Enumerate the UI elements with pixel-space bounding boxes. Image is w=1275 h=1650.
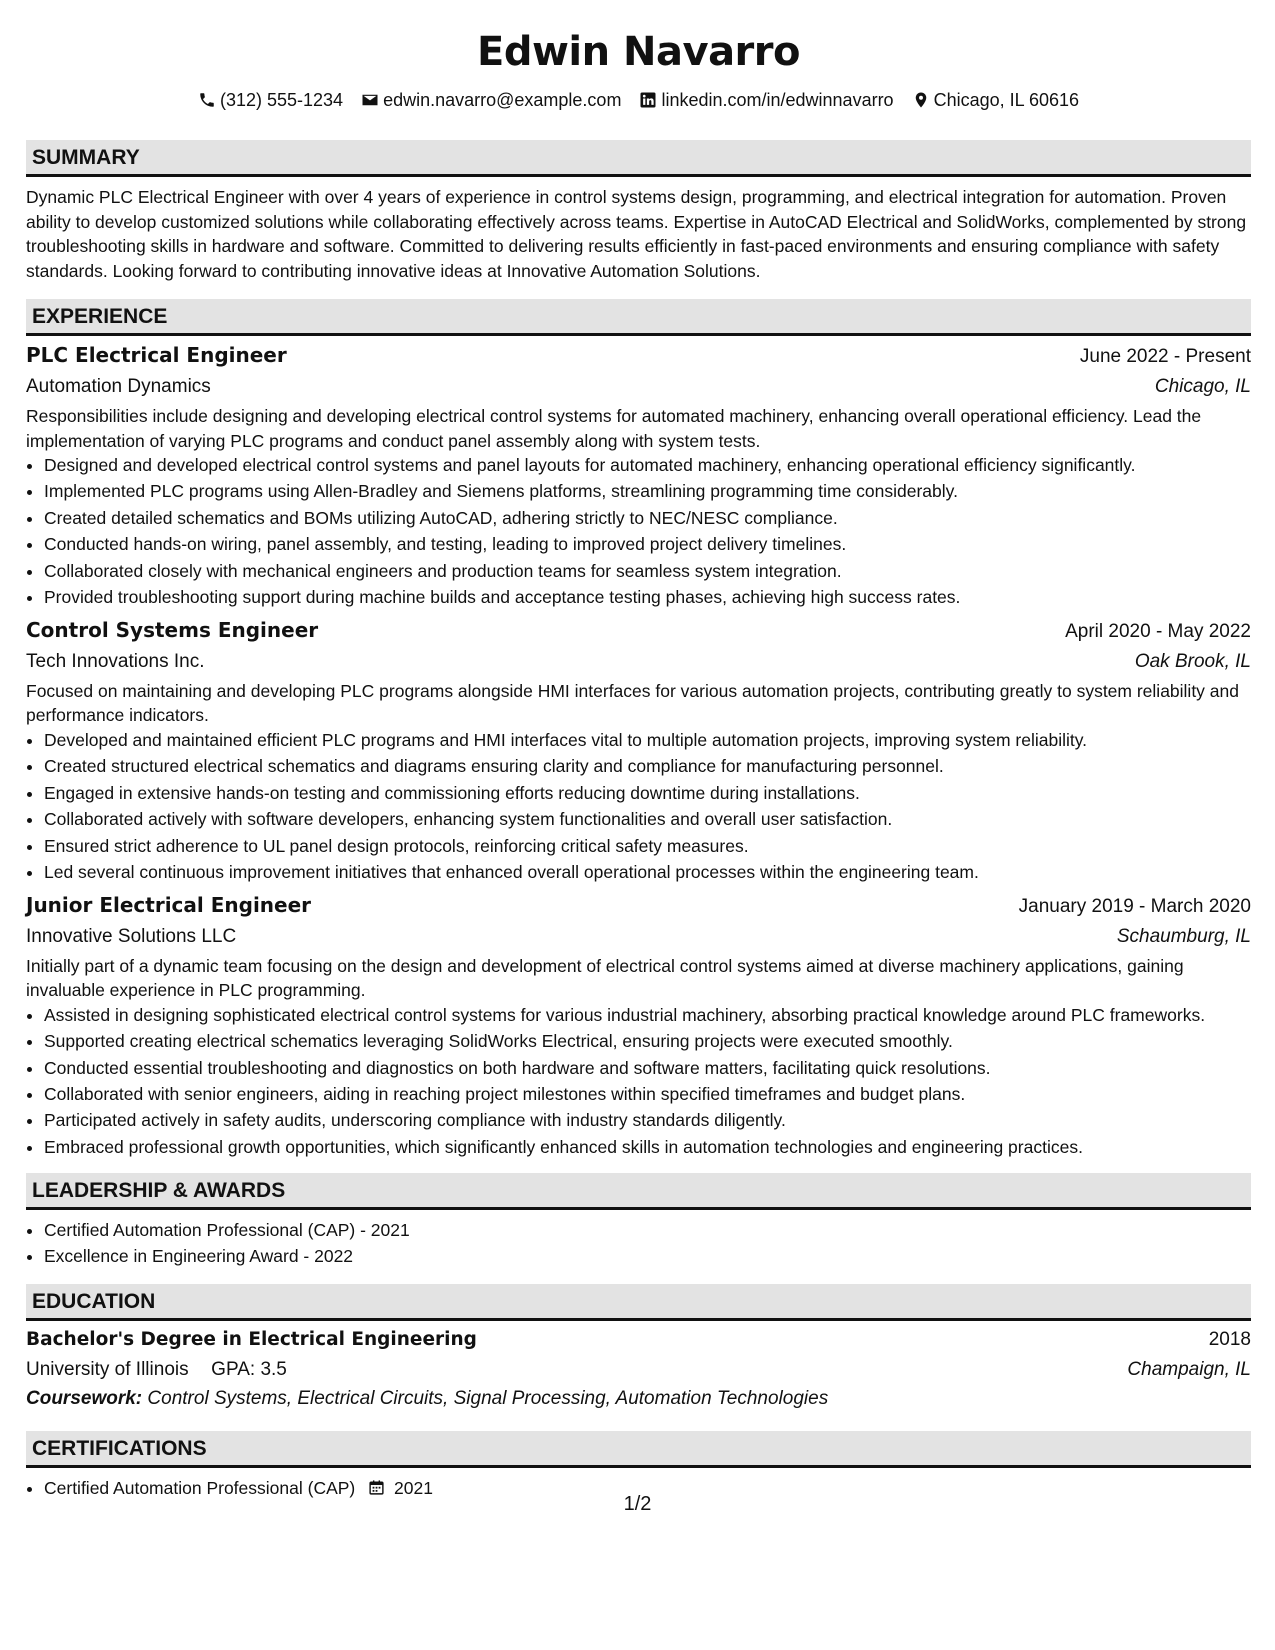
job-header <box>26 615 1251 647</box>
section-heading-summary: SUMMARY <box>26 140 1251 177</box>
gpa: GPA: 3.5 <box>211 1359 287 1381</box>
section-heading-awards: LEADERSHIP & AWARDS <box>26 1173 1251 1210</box>
job-location: Schaumburg, IL <box>1116 925 1251 947</box>
contact-email[interactable] <box>361 90 621 111</box>
contact-linkedin[interactable] <box>639 90 893 111</box>
list-item: • Conducted hands-on wiring, panel assembly, and testing, leading to improved project delivery timelines. <box>44 532 1251 556</box>
job-dates: April 2020 - May 2022 <box>1065 620 1251 642</box>
coursework-list: Control Systems, Electrical Circuits, Signal Processing, Automation Technologies <box>147 1388 829 1410</box>
list-item: • Implemented PLC programs using Allen-Bradley and Siemens platforms, streamlining programming time considerably. <box>44 479 1251 503</box>
job-title: PLC Electrical Engineer <box>26 343 287 367</box>
company-name: Automation Dynamics <box>26 376 211 397</box>
list-item: • Collaborated with senior engineers, aiding in reaching project milestones within specified timeframes and budget plans. <box>44 1082 1251 1106</box>
list-item: • Assisted in designing sophisticated electrical control systems for various industrial machinery, absorbing practical knowledge around PLC frameworks. <box>44 1003 1251 1027</box>
envelope-icon <box>361 91 379 109</box>
education-entry <box>26 1325 1251 1413</box>
job-location: Chicago, IL <box>1154 376 1251 397</box>
certification-year: 2021 <box>394 1478 433 1499</box>
list-item: • Certified Automation Professional (CAP) - 2021 <box>44 1218 1251 1242</box>
section-heading-education: EDUCATION <box>26 1284 1251 1321</box>
phone-text: (312) 555-1234 <box>219 89 344 110</box>
job-dates: June 2022 - Present <box>1079 346 1251 367</box>
job-bullets <box>26 453 1251 609</box>
resume-page <box>26 0 1251 1505</box>
job-subheader <box>26 372 1251 402</box>
candidate-name: Edwin Navarro <box>477 29 800 75</box>
map-pin-icon <box>912 91 930 109</box>
page-number: 1/2 <box>623 1493 652 1515</box>
linkedin-text[interactable]: linkedin.com/in/edwinnavarro <box>661 89 894 110</box>
list-item: • Excellence in Engineering Award - 2022 <box>44 1244 1251 1268</box>
job-entry <box>26 890 1251 1159</box>
contact-bar <box>26 88 1251 112</box>
coursework-label: Coursework: <box>26 1388 143 1410</box>
job-description: Responsibilities include designing and developing electrical control systems for automated machinery, enhancing overall operational efficiency. Lead the implementation of varying PLC programs and conduct panel assembly along with system tests. <box>26 406 1202 451</box>
list-item: • Engaged in extensive hands-on testing and commissioning efforts reducing downtime during installations. <box>44 781 1251 805</box>
degree-title: Bachelor's Degree in Electrical Engineering <box>26 1329 477 1351</box>
list-item: • Designed and developed electrical control systems and panel layouts for automated machinery, enhancing operational efficiency significantly. <box>44 453 1251 477</box>
job-entry <box>26 340 1251 609</box>
awards-list <box>26 1218 1251 1268</box>
email-text[interactable]: edwin.navarro@example.com <box>383 89 622 110</box>
job-header <box>26 890 1251 922</box>
job-dates: January 2019 - March 2020 <box>1018 895 1251 917</box>
job-bullets <box>26 728 1251 884</box>
linkedin-icon <box>639 91 657 109</box>
company-name: Innovative Solutions LLC <box>26 925 237 947</box>
list-item: • Conducted essential troubleshooting and diagnostics on both hardware and software matters, facilitating quick resolutions. <box>44 1056 1251 1080</box>
list-item: • Provided troubleshooting support during machine builds and acceptance testing phases, achieving high success rates. <box>44 585 1251 609</box>
list-item: • Created detailed schematics and BOMs utilizing AutoCAD, adhering strictly to NEC/NESC compliance. <box>44 506 1251 530</box>
list-item: • Embraced professional growth opportunities, which significantly enhanced skills in automation technologies and engineering practices. <box>44 1135 1251 1159</box>
graduation-year: 2018 <box>1208 1329 1251 1351</box>
school-location: Champaign, IL <box>1127 1359 1251 1381</box>
list-item: • Supported creating electrical schematics leveraging SolidWorks Electrical, ensuring projects were executed smoothly. <box>44 1029 1251 1053</box>
job-description: Initially part of a dynamic team focusing on the design and development of electrical control systems aimed at diverse machinery applications, gaining invaluable experience in PLC programming. <box>26 955 1184 1001</box>
list-item: • Led several continuous improvement initiatives that enhanced overall operational processes within the engineering team. <box>44 860 1251 884</box>
list-item: • Participated actively in safety audits, underscoring compliance with industry standards diligently. <box>44 1108 1251 1132</box>
phone-icon <box>198 91 216 109</box>
coursework <box>26 1385 1251 1413</box>
job-description: Focused on maintaining and developing PLC programs alongside HMI interfaces for various automation projects, contributing greatly to system reliability and performance indicators. <box>26 680 1239 726</box>
section-heading-certifications: CERTIFICATIONS <box>26 1431 1251 1468</box>
location-text: Chicago, IL 60616 <box>933 89 1080 110</box>
job-location: Oak Brook, IL <box>1134 650 1251 672</box>
job-subheader <box>26 647 1251 677</box>
education-subheader <box>26 1355 1251 1385</box>
job-entry <box>26 615 1251 884</box>
school-info <box>26 1355 287 1385</box>
list-item: • Created structured electrical schematics and diagrams ensuring clarity and compliance for manufacturing personnel. <box>44 754 1251 778</box>
education-header <box>26 1325 1251 1355</box>
section-heading-experience: EXPERIENCE <box>26 299 1251 336</box>
job-header <box>26 340 1251 372</box>
job-bullets <box>26 1003 1251 1159</box>
list-item: • Ensured strict adherence to UL panel design protocols, reinforcing critical safety measures. <box>44 834 1251 858</box>
contact-phone <box>198 90 343 111</box>
job-title: Control Systems Engineer <box>26 617 319 642</box>
company-name: Tech Innovations Inc. <box>26 650 205 672</box>
summary-text: Dynamic PLC Electrical Engineer with over 4 years of experience in control systems design, programming, and electrical integration for automation. Proven ability to develop customized solutions while collaborating effectively across teams. Expertise in AutoCAD Electrical and SolidWorks, complemented by strong troubleshooting skills in hardware and software. Committed to delivering results efficiently in fast-paced environments and ensuring compliance with safety standards. Looking forward to contributing innovative ideas at Innovative Automation Solutions. <box>26 187 1247 281</box>
list-item: • Developed and maintained efficient PLC programs and HMI interfaces vital to multiple automation projects, improving system reliability. <box>44 728 1251 752</box>
list-item: • Collaborated actively with software developers, enhancing system functionalities and overall user satisfaction. <box>44 807 1251 831</box>
list-item: • Collaborated closely with mechanical engineers and production teams for seamless system integration. <box>44 559 1251 583</box>
job-title: Junior Electrical Engineer <box>26 892 312 917</box>
certification-name: Certified Automation Professional (CAP) <box>44 1478 356 1499</box>
contact-location <box>912 90 1079 111</box>
job-subheader <box>26 922 1251 952</box>
school-name: University of Illinois <box>26 1359 189 1381</box>
